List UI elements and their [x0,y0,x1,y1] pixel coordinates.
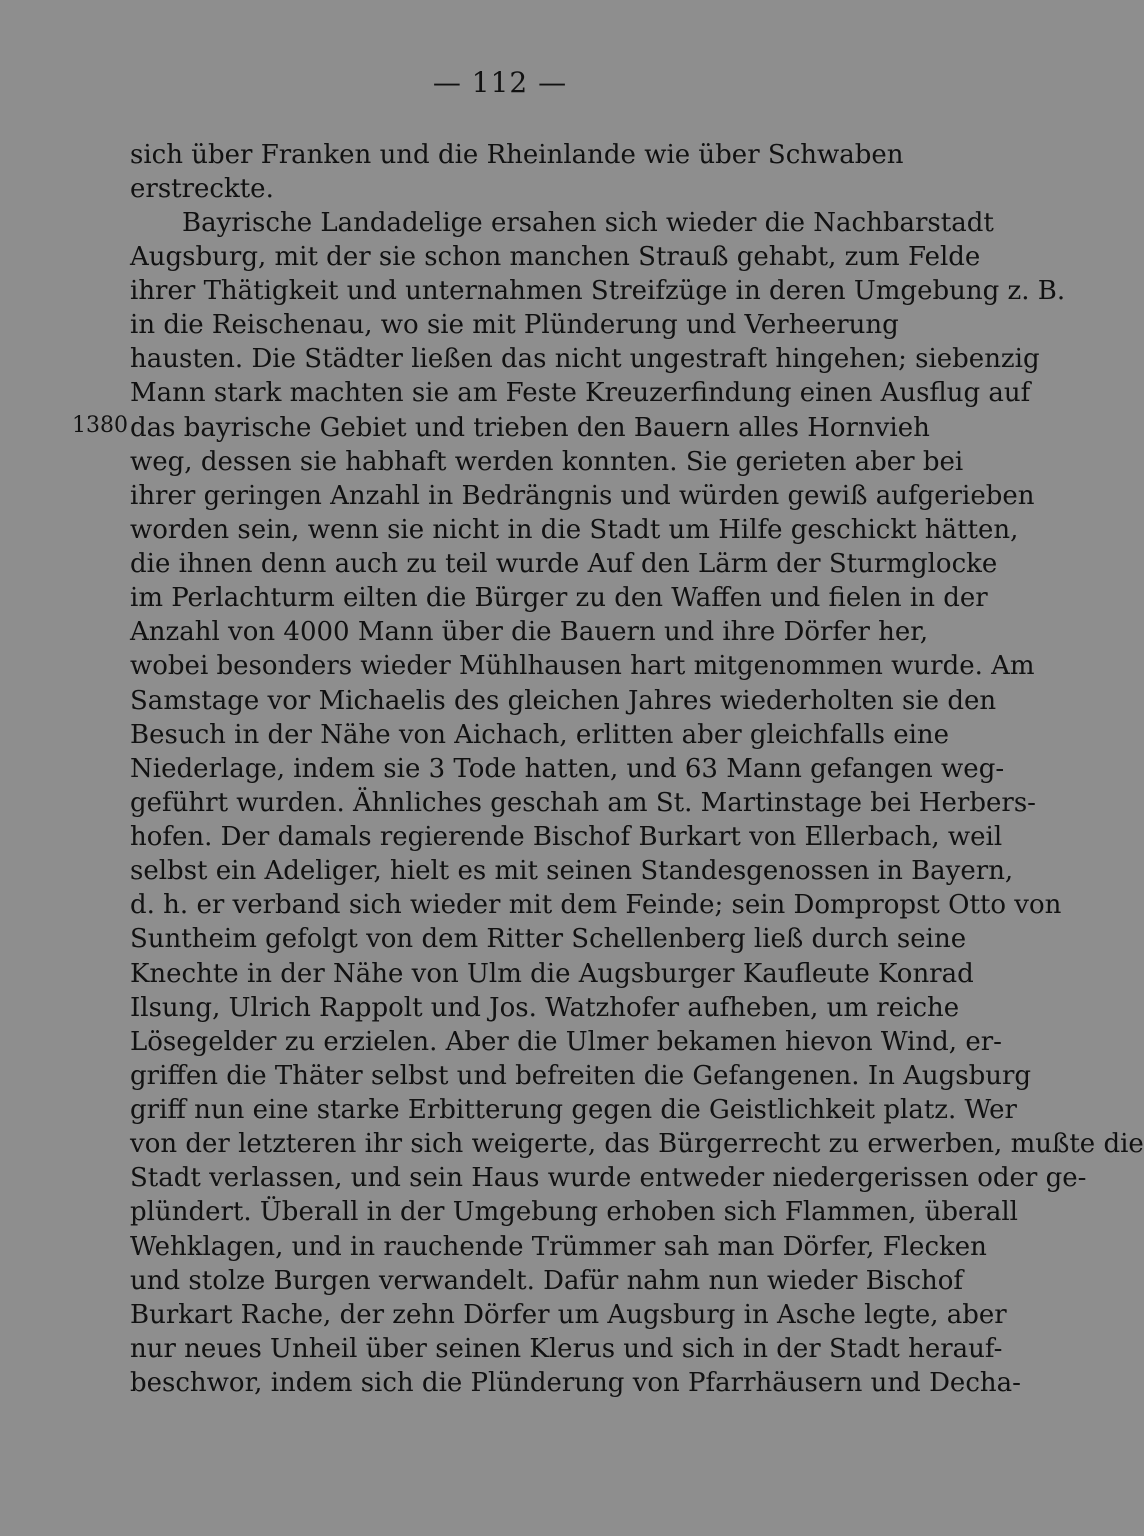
text-line: im Perlachturm eilten die Bürger zu den Waffen und fielen in der [130,583,988,613]
text-line: Lösegelder zu erzielen. Aber die Ulmer bekamen hievon Wind, er- [130,1027,1002,1057]
text-line: Anzahl von 4000 Mann über die Bauern und ihre Dörfer her, [130,617,929,647]
text-line: griffen die Thäter selbst und befreiten die Gefangenen. In Augsburg [130,1061,1032,1091]
text-line: nur neues Unheil über seinen Klerus und sich in der Stadt herauf- [130,1334,1003,1364]
text-line: beschwor, indem sich die Plünderung von Pfarrhäusern und Decha- [130,1368,1021,1398]
text-line: von der letzteren ihr sich weigerte, das Bürgerrecht zu erwerben, mußte die [130,1129,1144,1159]
text-line: sich über Franken und die Rheinlande wie über Schwaben [130,140,904,170]
text-line: Knechte in der Nähe von Ulm die Augsburger Kaufleute Konrad [130,959,974,989]
page-number: — 112 — [432,66,568,99]
text-line: hausten. Die Städter ließen das nicht ungestraft hingehen; siebenzig [130,344,1040,374]
text-line: erstreckte. [130,174,274,204]
text-line: Samstage vor Michaelis des gleichen Jahres wiederholten sie den [130,686,997,716]
text-line: griff nun eine starke Erbitterung gegen die Geistlichkeit platz. Wer [130,1095,1017,1125]
text-line: weg, dessen sie habhaft werden konnten. Sie gerieten aber bei [130,447,964,477]
text-line: Niederlage, indem sie 3 Tode hatten, und 63 Mann gefangen weg- [130,754,1005,784]
text-line: ihrer Thätigkeit und unternahmen Streifzüge in deren Umgebung z. B. [130,276,1066,306]
text-line: Augsburg, mit der sie schon manchen Strauß gehabt, zum Felde [130,242,981,272]
text-line: Suntheim gefolgt von dem Ritter Schellenberg ließ durch seine [130,924,967,954]
text-line: Mann stark machten sie am Feste Kreuzerfindung einen Ausflug auf [130,378,1031,408]
text-line: wobei besonders wieder Mühlhausen hart mitgenommen wurde. Am [130,651,1035,681]
text-line: d. h. er verband sich wieder mit dem Feinde; sein Dompropst Otto von [130,890,1062,920]
text-line: in die Reischenau, wo sie mit Plünderung und Verheerung [130,310,899,340]
margin-year-note: 1380 [72,413,128,438]
text-line: worden sein, wenn sie nicht in die Stadt um Hilfe geschickt hätten, [130,515,1019,545]
text-line: geführt wurden. Ähnliches geschah am St. Martinstage bei Herbers- [130,788,1036,818]
text-line: selbst ein Adeliger, hielt es mit seinen Standesgenossen in Bayern, [130,856,1014,886]
text-line: Bayrische Landadelige ersahen sich wieder die Nachbarstadt [182,208,994,238]
text-line: hofen. Der damals regierende Bischof Burkart von Ellerbach, weil [130,822,1003,852]
text-line: die ihnen denn auch zu teil wurde Auf den Lärm der Sturmglocke [130,549,998,579]
text-line: Burkart Rache, der zehn Dörfer um Augsburg in Asche legte, aber [130,1300,1007,1330]
text-line: Stadt verlassen, und sein Haus wurde entweder niedergerissen oder ge- [130,1163,1087,1193]
text-line: Ilsung, Ulrich Rappolt und Jos. Watzhofer aufheben, um reiche [130,993,960,1023]
text-line: Besuch in der Nähe von Aichach, erlitten aber gleichfalls eine [130,720,950,750]
text-line: das bayrische Gebiet und trieben den Bauern alles Hornvieh [130,413,930,443]
text-line: und stolze Burgen verwandelt. Dafür nahm nun wieder Bischof [130,1266,964,1296]
text-line: ihrer geringen Anzahl in Bedrängnis und würden gewiß aufgerieben [130,481,1035,511]
text-line: plündert. Überall in der Umgebung erhoben sich Flammen, überall [130,1197,1018,1227]
text-line: Wehklagen, und in rauchende Trümmer sah man Dörfer, Flecken [130,1232,987,1262]
